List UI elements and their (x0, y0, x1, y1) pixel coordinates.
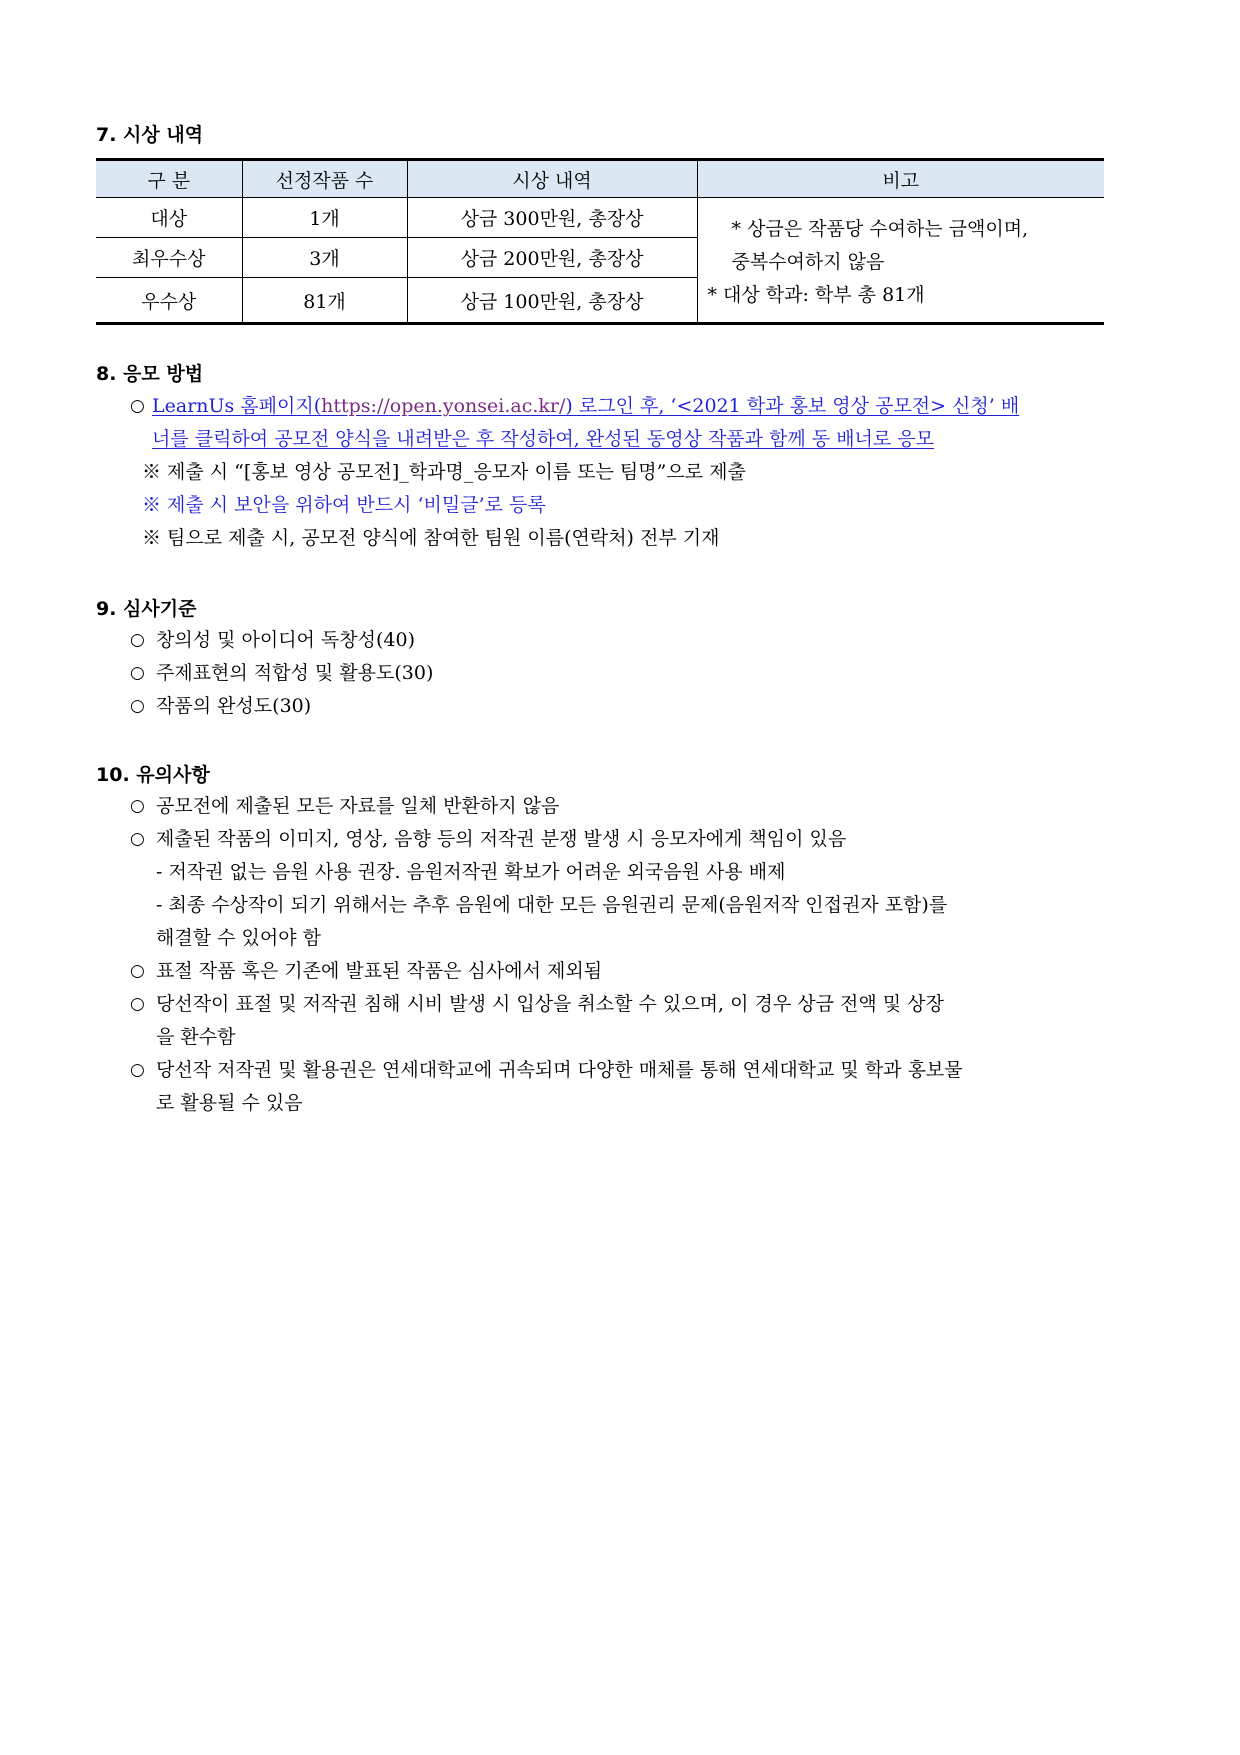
bullet-icon: ○ (130, 829, 145, 849)
award-count: 1개 (242, 198, 407, 238)
award-category: 최우수상 (96, 238, 242, 278)
table-row (96, 198, 1104, 238)
remark-line: 중복수여하지 않음 (731, 251, 885, 273)
bullet-icon: ○ (130, 696, 145, 716)
apply-text-suffix: ) 로그인 후, ‘<2021 학과 홍보 영상 공모전> 신청’ 배 (565, 395, 1020, 417)
notice-subitem: - 최종 수상작이 되기 위해서는 추후 음원에 대한 모든 음원권리 문제(음원저작 인접권자 포함)를 (156, 894, 948, 916)
notice-item: 당선작 저작권 및 활용권은 연세대학교에 귀속되며 다양한 매체를 통해 연세대학교 및 학과 홍보물 (156, 1059, 963, 1081)
submission-note-filename: ※ 제출 시 “[홍보 영상 공모전]_학과명_응모자 이름 또는 팀명”으로 제출 (142, 461, 746, 483)
award-prize: 상금 200만원, 총장상 (407, 238, 697, 278)
submission-note-secret: ※ 제출 시 보안을 위하여 반드시 ‘비밀글’로 등록 (142, 494, 546, 516)
bullet-icon: ○ (130, 630, 145, 650)
notice-item: 제출된 작품의 이미지, 영상, 음향 등의 저작권 분쟁 발생 시 응모자에게 책임이 있음 (156, 828, 847, 850)
section-10-heading: 10. 유의사항 (96, 764, 210, 786)
award-prize: 상금 300만원, 총장상 (407, 198, 697, 238)
notice-subitem-continued: 해결할 수 있어야 함 (156, 927, 321, 949)
award-count: 3개 (242, 238, 407, 278)
notice-item: 표절 작품 혹은 기존에 발표된 작품은 심사에서 제외됨 (156, 960, 603, 982)
award-category: 대상 (96, 198, 242, 238)
remark-line: * 상금은 작품당 수여하는 금액이며, (731, 218, 1029, 240)
notice-item-continued: 을 환수함 (156, 1026, 236, 1048)
award-table (96, 158, 1104, 325)
apply-instruction-line-1[interactable] (152, 393, 1019, 419)
award-category: 우수상 (96, 278, 242, 324)
notice-item: 당선작이 표절 및 저작권 침해 시비 발생 시 입상을 취소할 수 있으며, 이 경우 상금 전액 및 상장 (156, 993, 944, 1015)
section-8-heading: 8. 응모 방법 (96, 363, 204, 385)
notice-item: 공모전에 제출된 모든 자료를 일체 반환하지 않음 (156, 795, 560, 817)
section-9-heading: 9. 심사기준 (96, 598, 197, 620)
remark-line: * 대상 학과: 학부 총 81개 (707, 284, 925, 306)
award-count: 81개 (242, 278, 407, 324)
remarks-cell (697, 198, 1104, 324)
criteria-item: 창의성 및 아이디어 독창성(40) (156, 629, 416, 651)
notice-subitem: - 저작권 없는 음원 사용 권장. 음원저작권 확보가 어려운 외국음원 사용 배제 (156, 861, 786, 883)
award-prize: 상금 100만원, 총장상 (407, 278, 697, 324)
header-count: 선정작품 수 (242, 160, 407, 198)
bullet-icon: ○ (130, 796, 145, 816)
header-prize: 시상 내역 (407, 160, 697, 198)
apply-text-prefix: LearnUs 홈페이지( (152, 395, 322, 417)
header-remarks: 비고 (697, 160, 1104, 198)
bullet-icon: ○ (130, 994, 145, 1014)
section-7-heading: 7. 시상 내역 (96, 124, 204, 146)
bullet-icon: ○ (130, 961, 145, 981)
homepage-link[interactable]: https://open.yonsei.ac.kr/ (321, 395, 566, 417)
header-category: 구 분 (96, 160, 242, 198)
submission-note-team: ※ 팀으로 제출 시, 공모전 양식에 참여한 팀원 이름(연락처) 전부 기재 (142, 527, 720, 549)
criteria-item: 주제표현의 적합성 및 활용도(30) (156, 662, 434, 684)
notice-item-continued: 로 활용될 수 있음 (156, 1092, 303, 1114)
bullet-icon: ○ (130, 1060, 145, 1080)
criteria-item: 작품의 완성도(30) (156, 695, 312, 717)
apply-instruction-line-2[interactable]: 너를 클릭하여 공모전 양식을 내려받은 후 작성하여, 완성된 동영상 작품과 함께 동 배너로 응모 (152, 428, 935, 450)
bullet-icon: ○ (130, 663, 145, 683)
bullet-icon: ○ (130, 396, 145, 416)
